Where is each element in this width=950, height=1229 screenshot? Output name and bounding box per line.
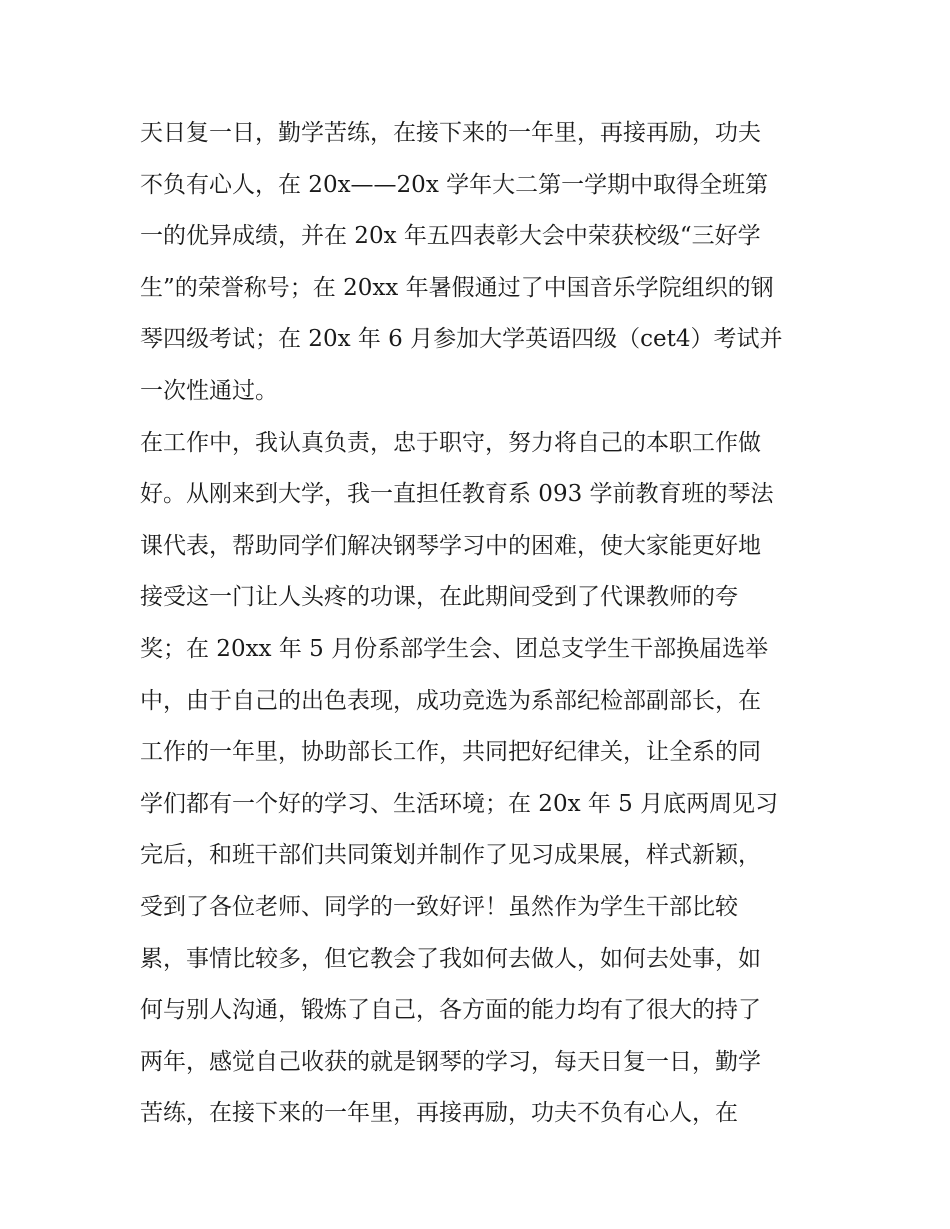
text-line: 苦练，在接下来的一年里，再接再励，功夫不负有心人，在 <box>140 1100 738 1127</box>
text-line: 好。从刚来到大学，我一直担任教育系 093 学前教育班的琴法 <box>140 481 774 508</box>
text-line: 不负有心人，在 20x——20x 学年大二第一学期中取得全班第 <box>140 171 769 198</box>
text-line: 一的优异成绩，并在 20x 年五四表彰大会中荣获校级“三好学 <box>140 223 761 250</box>
text-line: 接受这一门让人头疼的功课，在此期间受到了代课教师的夸 <box>140 584 738 611</box>
text-line: 学们都有一个好的学习、生活环境；在 20x 年 5 月底两周见习 <box>140 790 779 817</box>
text-line: 一次性通过。 <box>140 377 278 404</box>
text-line: 奖；在 20xx 年 5 月份系部学生会、团总支学生干部换届选举 <box>140 635 769 662</box>
text-line: 两年，感觉自己收获的就是钢琴的学习，每天日复一日，勤学 <box>140 1048 761 1075</box>
text-line: 工作的一年里，协助部长工作，共同把好纪律关，让全系的同 <box>140 739 761 766</box>
text-line: 何与别人沟通，锻炼了自己，各方面的能力均有了很大的持了 <box>140 997 761 1024</box>
document-body <box>140 108 820 1140</box>
text-line: 中，由于自己的出色表现，成功竞选为系部纪检部副部长，在 <box>140 687 761 714</box>
text-line: 生”的荣誉称号；在 20xx 年暑假通过了中国音乐学院组织的钢 <box>140 274 774 301</box>
text-line: 天日复一日，勤学苦练，在接下来的一年里，再接再励，功夫 <box>140 120 761 146</box>
text-line: 课代表，帮助同学们解决钢琴学习中的困难，使大家能更好地 <box>140 532 761 559</box>
text-line: 完后，和班干部们共同策划并制作了见习成果展，样式新颖， <box>140 842 761 869</box>
text-line: 累，事情比较多，但它教会了我如何去做人，如何去处事，如 <box>140 945 761 972</box>
text-line: 琴四级考试；在 20x 年 6 月参加大学英语四级（cet4）考试并 <box>140 326 783 353</box>
text-line: 受到了各位老师、同学的一致好评！虽然作为学生干部比较 <box>140 893 738 920</box>
text-line: 在工作中，我认真负责，忠于职守，努力将自己的本职工作做 <box>140 429 761 456</box>
